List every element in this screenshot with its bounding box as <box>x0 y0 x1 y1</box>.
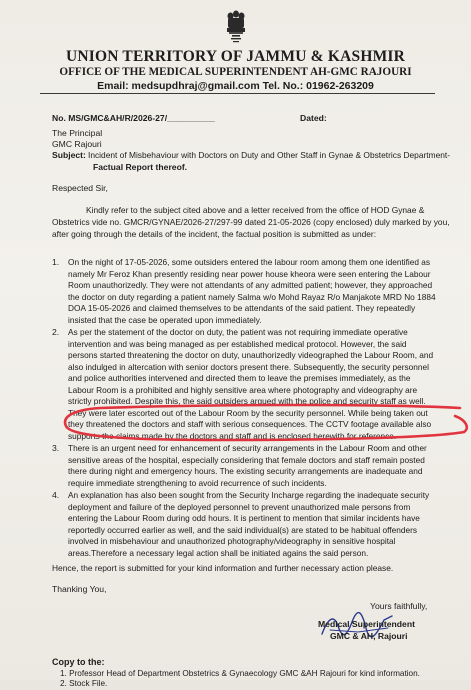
salutation: Respected Sir, <box>52 183 108 193</box>
point-3-line: there during night and emergency hours. The existing security arrangements are inadequate and <box>68 466 423 476</box>
signatory-office: GMC & AH, Rajouri <box>330 631 408 641</box>
closing-line: Hence, the report is submitted for your kind information and further necessary action please. <box>52 563 394 573</box>
point-4-line: entering the Labour Room during odd hours. It is pertinent to mention that similar incidents have <box>68 513 420 523</box>
letterhead-title: UNION TERRITORY OF JAMMU & KASHMIR <box>65 48 406 65</box>
point-4-line: reportedly occurred earlier as well, and the said individual(s) are stated to be habitual offenders <box>68 524 417 535</box>
point-2-line: persons started threatening the doctor on duty, unauthorizedly videographed the Labour Room, and <box>68 350 434 360</box>
point-2-line: also indulged in altercation with senior doctors present there. Subsequently, the security personnel <box>68 361 429 372</box>
point-number: 1. <box>52 257 60 267</box>
point-3-line: sensitive areas of the hospital, especially considering that female doctors and staff remain posted <box>68 454 425 465</box>
point-4-line: involved in misbehaviour and unauthorized photography/videography in sensitive hospital <box>68 536 396 546</box>
letterhead-office: OFFICE OF THE MEDICAL SUPERINTENDENT AH-GMC RAJOURI <box>59 66 412 78</box>
point-1-line: Room unauthorizedly. They were not attendants of any admitted patient; however, they approached <box>68 280 433 290</box>
point-1-line: insisted that the case be operated upon immediately. <box>68 314 262 325</box>
copy-to-item: 2. Stock File. <box>60 679 108 688</box>
point-2-line: and police authorities intervened and directed them to leave the premises immediately, as the <box>68 373 411 383</box>
intro-line-2: Obstetrics vide no. GMCR/GYNAE/2026-27/297-99 dated 21-05-2026 (copy enclosed) duly marked by you, <box>52 217 450 227</box>
letterhead-contact: Email: medsupdhraj@gmail.com Tel. No.: 01962-263209 <box>97 80 374 92</box>
reference-number: No. MS/GMC&AH/R/2026-27/__________ <box>52 113 215 123</box>
point-2-line: they threatened the doctors and staff with serious consequences. The CCTV footage available also <box>68 419 432 429</box>
point-4-line: areas.Therefore a necessary legal action shall be initiated agains the said person. <box>68 547 369 558</box>
recipient-line-2: GMC Rajouri <box>52 139 102 149</box>
point-3-line: require immediate strengthening to avoid recurrence of such incidents. <box>68 477 327 488</box>
point-1-line: DOA 15-05-2026 and claimed themselves to be attendants of the said patient. They repeatedly <box>68 303 416 313</box>
point-2-line: intervention and was being managed as per established medical protocol. However, the said <box>68 338 407 349</box>
subject-text-2: Factual Report thereof. <box>93 162 188 172</box>
header-divider <box>40 93 435 94</box>
intro-line-1: Kindly refer to the subject cited above and a letter received from the office of HOD Gynae & <box>86 205 425 215</box>
point-2-line: supports the claims made by the doctors and staff and is enclosed herewith for reference. <box>68 430 397 441</box>
copy-to-item: 1. Professor Head of Department Obstetrics & Gynaecology GMC &AH Rajouri for kind information. <box>60 668 420 678</box>
yours-faithfully: Yours faithfully, <box>370 601 428 611</box>
highlight-circle <box>60 402 470 444</box>
point-2-line: As per the statement of the doctor on duty, the patient was not requiring immediate operative <box>68 327 408 337</box>
point-2-line: They were later escorted out of the Labour Room by the security personnel. While being taken out <box>68 407 428 418</box>
point-3-line: There is an urgent need for enhancement of security arrangements in the Labour Room and other <box>68 443 427 453</box>
point-number: 3. <box>52 443 60 453</box>
thanking-line: Thanking You, <box>52 584 107 594</box>
point-1-line: the doctor on duty regarding a patient namely Salma w/o Mohd Rayaz R/o Manjakote MRD No 1884 <box>68 291 436 302</box>
date-label: Dated: <box>300 113 327 123</box>
point-number: 2. <box>52 327 60 337</box>
point-1-line: On the night of 17-05-2026, some outsiders entered the labour room among them one identified as <box>68 257 431 267</box>
subject-label: Subject: <box>52 150 86 160</box>
point-4-line: deployment and failure of the deployed personnel to prevent unauthorized male persons from <box>68 501 411 512</box>
point-2-line: Labour Room is a prohibited and highly sensitive area where photography and videography are <box>68 384 418 395</box>
point-number: 4. <box>52 490 60 500</box>
point-1-line: namely Mr Feroz Khan presently residing near power house kheora were seen entering the Labour <box>68 268 431 279</box>
point-4-line: An explanation has also been sought from the Security Incharge regarding the inadequate security <box>68 490 430 500</box>
recipient-line-1: The Principal <box>52 128 103 138</box>
point-2-line: strictly prohibited. Despite this, the said outsiders argued with the police and security staff as well. <box>68 396 426 406</box>
signatory-title: Medical Superintendent <box>318 619 415 629</box>
intro-line-3: after going through the details of the incident, the factual position is submitted as under: <box>52 229 377 239</box>
subject-text: Incident of Misbehaviour with Doctors on Duty and Other Staff in Gynae & Obstetrics Department- <box>88 150 450 160</box>
national-emblem-icon <box>225 8 247 46</box>
copy-to-label: Copy to the: <box>52 657 105 667</box>
